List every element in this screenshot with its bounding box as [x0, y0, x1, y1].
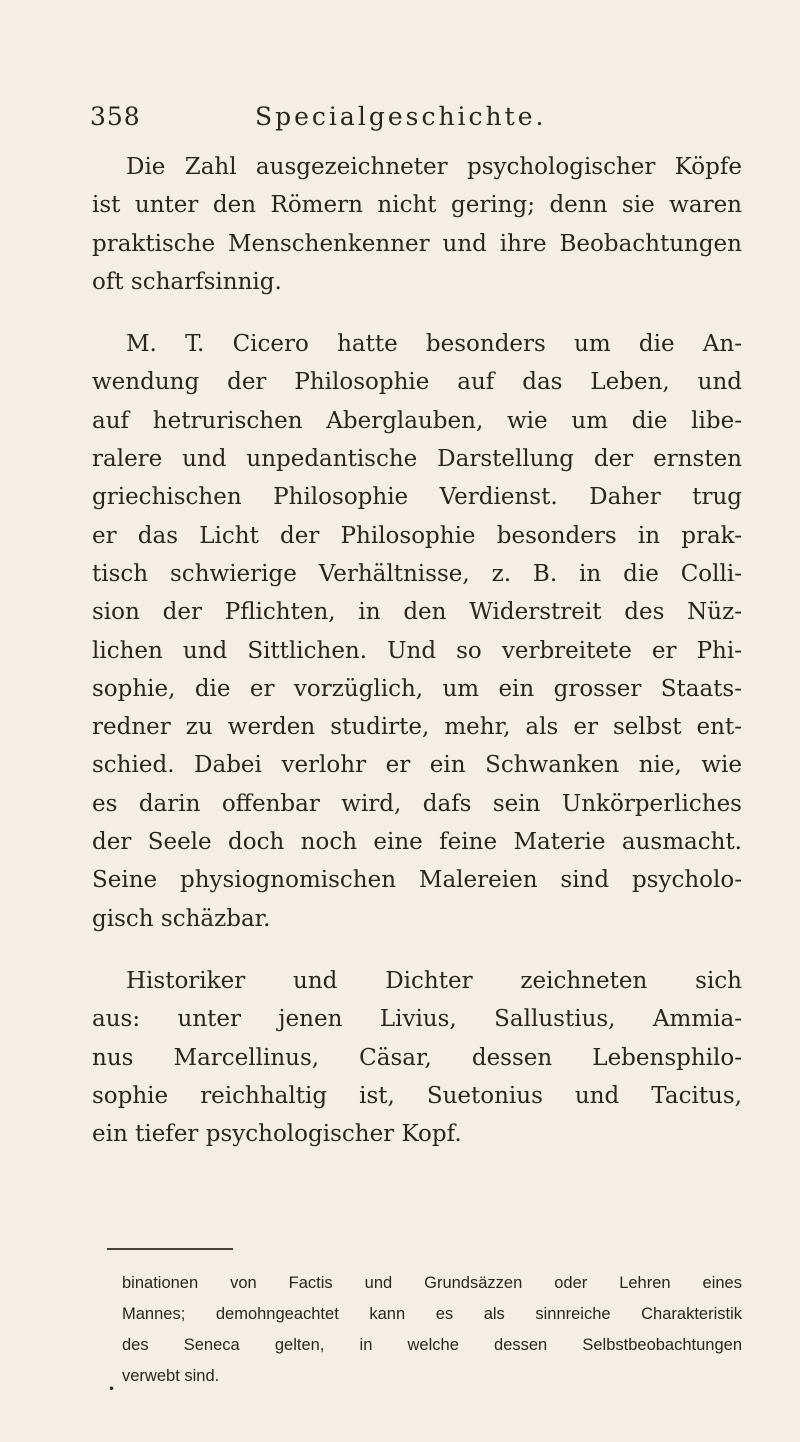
text-line: es darin offenbar wird, dafs sein Unkörperliches — [92, 790, 742, 817]
text-line: Seine physiognomischen Malereien sind psycholo- — [92, 867, 742, 894]
text-line: der Seele doch noch eine feine Materie ausmacht. — [92, 829, 742, 856]
text-line: tisch schwierige Verhältnisse, z. B. in die Colli- — [92, 560, 742, 587]
footnote-line: des Seneca gelten, in welche dessen Selbstbeobachtungen — [122, 1336, 742, 1354]
running-title: Specialgeschichte. — [255, 102, 547, 131]
paragraph-romans — [92, 148, 742, 301]
text-line: aus: unter jenen Livius, Sallustius, Ammia- — [92, 1006, 742, 1033]
footnote-line: verwebt sind. — [122, 1367, 220, 1385]
text-line: praktische Menschenkenner und ihre Beobachtungen — [92, 230, 742, 257]
margin-mark: • — [108, 1382, 116, 1396]
text-line: ralere und unpedantische Darstellung der ernsten — [92, 446, 742, 473]
page-number: 358 — [90, 102, 141, 131]
body-text — [92, 148, 742, 1153]
text-line: lichen und Sittlichen. Und so verbreitete er Phi- — [92, 637, 742, 664]
text-line: sion der Pflichten, in den Widerstreit des Nüz- — [92, 599, 742, 626]
footnote-divider — [107, 1248, 233, 1250]
footnote — [122, 1268, 742, 1392]
text-line: sophie, die er vorzüglich, um ein grosser Staats- — [92, 675, 742, 702]
paragraph-historians — [92, 962, 742, 1153]
text-line: ein tiefer psychologischer Kopf. — [92, 1121, 462, 1148]
text-line: Historiker und Dichter zeichneten sich — [126, 967, 742, 994]
text-line: sophie reichhaltig ist, Suetonius und Tacitus, — [92, 1082, 742, 1109]
text-line: gisch schäzbar. — [92, 905, 271, 932]
footnote-line: Mannes; demohngeachtet kann es als sinnreiche Charakteristik — [122, 1305, 742, 1323]
text-line: nus Marcellinus, Cäsar, dessen Lebensphilo- — [92, 1044, 742, 1071]
text-line: er das Licht der Philosophie besonders in prak- — [92, 522, 742, 549]
text-line: wendung der Philosophie auf das Leben, und — [92, 369, 742, 396]
text-line: M. T. Cicero hatte besonders um die An- — [126, 331, 742, 358]
text-line: redner zu werden studirte, mehr, als er selbst ent- — [92, 714, 742, 741]
paragraph-cicero — [92, 325, 742, 938]
text-line: Die Zahl ausgezeichneter psychologischer Köpfe — [126, 154, 742, 180]
text-line: griechischen Philosophie Verdienst. Daher trug — [92, 484, 742, 511]
text-line: ist unter den Römern nicht gering; denn sie waren — [92, 192, 742, 219]
text-line: auf hetrurischen Aberglauben, wie um die libe- — [92, 407, 742, 434]
text-line: oft scharfsinnig. — [92, 268, 282, 295]
footnote-line: binationen von Factis und Grundsäzzen oder Lehren eines — [122, 1274, 742, 1292]
text-line: schied. Dabei verlohr er ein Schwanken nie, wie — [92, 752, 742, 779]
